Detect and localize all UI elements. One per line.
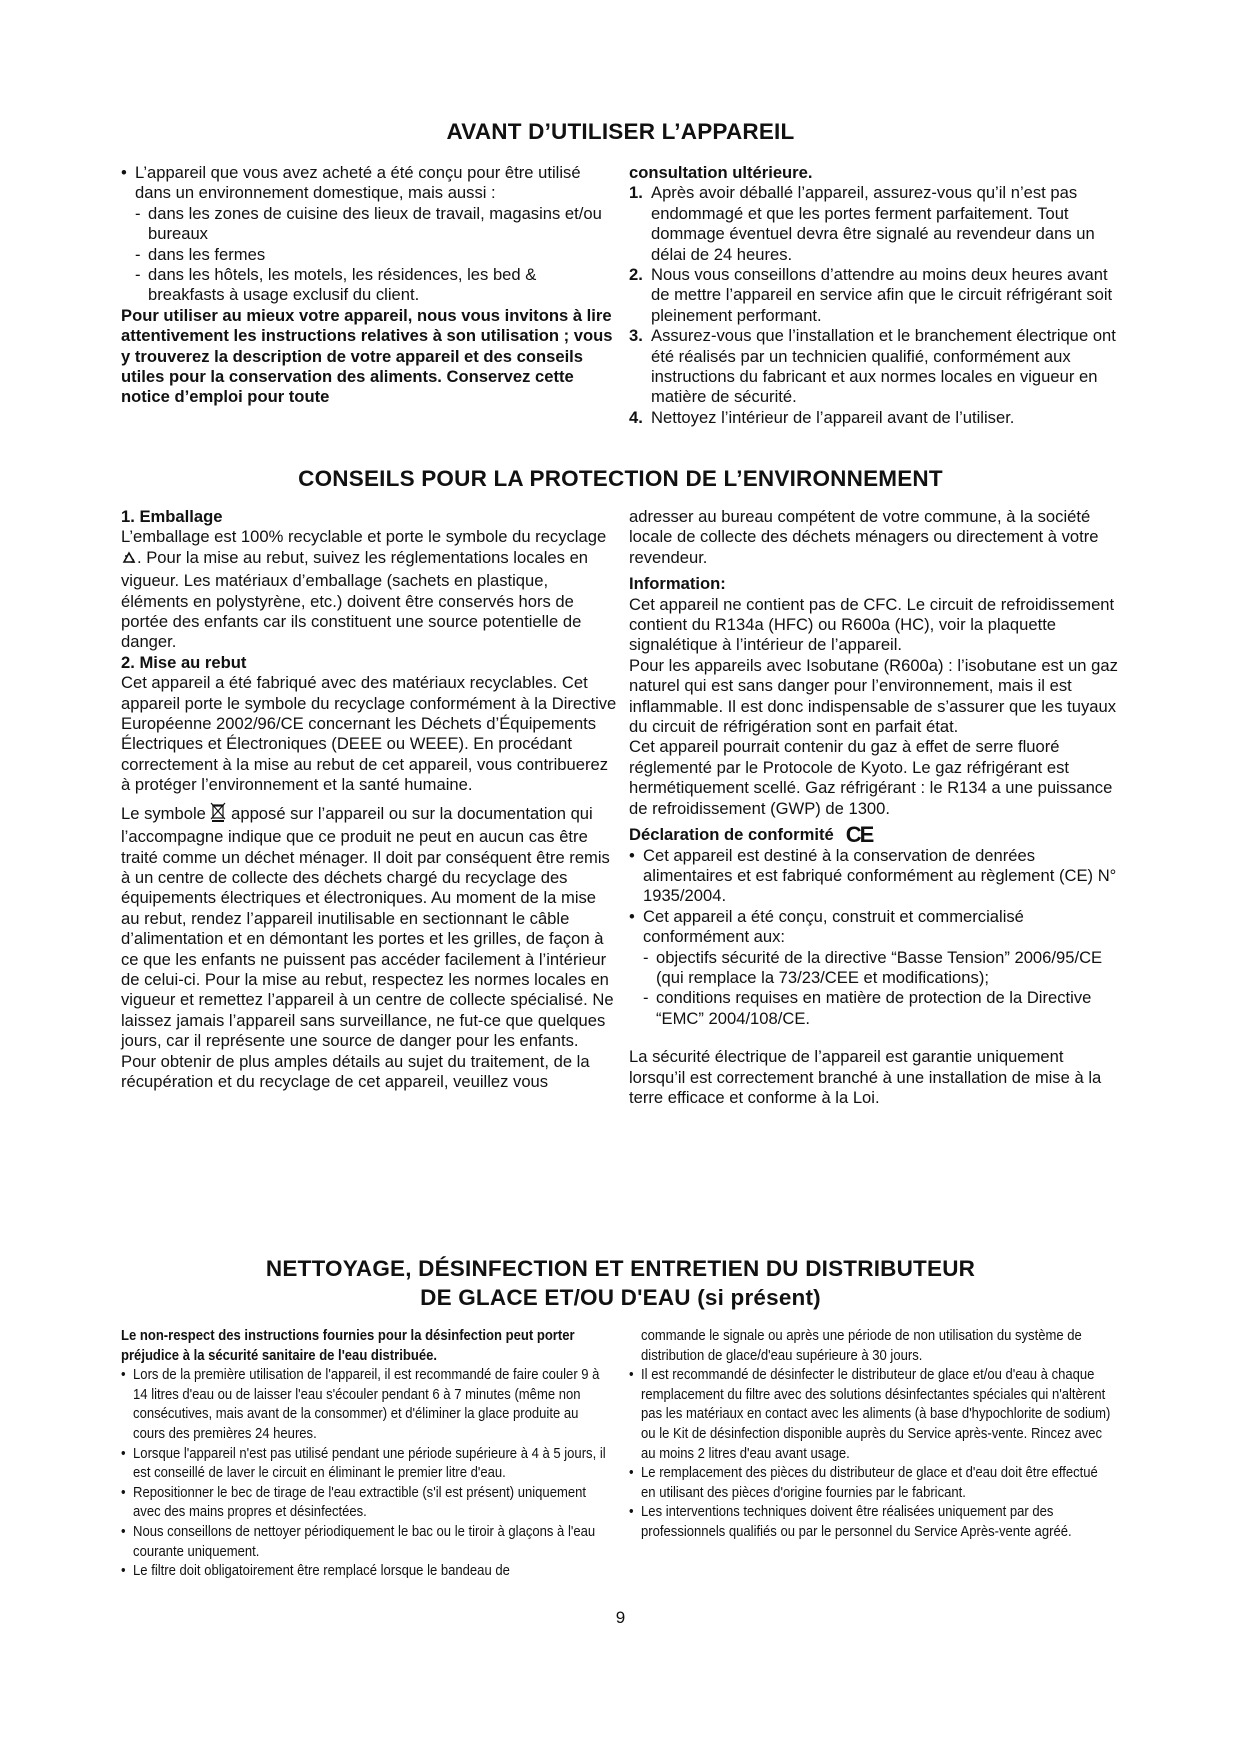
paragraph: L’emballage est 100% recyclable et porte le symbole du recyclage . Pour la mise au rebut, suivez les réglementations locales en vigueur. Les matériaux d’emballage (sachets en plastique, éléments en polystyrène, etc.) doivent être conservés hors de portée des enfants car ils constituent une source potentielle de danger. bbox=[121, 527, 607, 652]
section2-left-column bbox=[121, 507, 618, 1092]
list-item: - objectifs sécurité de la directive “Basse Tension” 2006/95/CE (qui remplace la 73/23/CEE et modifications); bbox=[643, 947, 1103, 987]
paragraph: La sécurité électrique de l’appareil est garantie uniquement lorsqu’il est correctement branché à une installation de mise à la terre efficace et conforme à la Loi. bbox=[629, 1047, 1102, 1107]
numbered-item: 4. Nettoyez l’intérieur de l’appareil avant de l’utiliser. bbox=[629, 407, 1015, 427]
section1-right-column bbox=[629, 163, 1119, 428]
list-item: • Nous conseillons de nettoyer périodiquement le bac ou le tiroir à glaçons à l'eau courante uniquement. bbox=[121, 1522, 596, 1560]
paragraph: Le symbole apposé sur l’appareil ou sur la documentation qui l’accompagne indique que ce produit ne peut en aucun cas être traité comme un déchet ménager. Il doit par conséquent être remis à un centre de collecte des déchets chargé du recyclage des équipements électriques et électroniques. Au moment de la mise au rebut, rendez l’appareil inutilisable en sectionnant le câble d’alimentation et en démontant les portes et les grilles, de façon à ce que les enfants ne puissent pas accéder facilement à l’intérieur de celui-ci. Pour la mise au rebut, respectez les normes locales en vigueur et remettez l’appareil à un centre de collecte spécialisé. Ne laissez jamais l’appareil sans surveillance, ne fut-ce que quelques jours, car il représente une source de danger pour les enfants. Pour obtenir de plus amples détails au sujet du traitement, de la récupération et du recyclage de cet appareil, veuillez vous bbox=[121, 803, 614, 1091]
list-item: - dans les hôtels, les motels, les résidences, les bed & breakfasts à usage exclusif du client. bbox=[135, 265, 537, 305]
section3-left-column bbox=[121, 1326, 607, 1581]
section-title-nettoyage-line2: DE GLACE ET/OU D'EAU (si présent) bbox=[420, 1285, 821, 1310]
numbered-item: 1. Après avoir déballé l’appareil, assurez-vous qu’il n’est pas endommagé et que les portes ferment parfaitement. Tout dommage éventuel devra être signalé au revendeur dans un délai de 24 heures. bbox=[629, 183, 1095, 264]
warning-bold-text: Le non-respect des instructions fournies pour la désinfection peut porter préjudice à la sécurité sanitaire de l'eau distribuée. bbox=[121, 1327, 575, 1364]
subheading-mise-au-rebut: 2. Mise au rebut bbox=[121, 652, 247, 672]
list-item: • Les interventions techniques doivent être réalisées uniquement par des professionnels qualifiés ou par le personnel du Service Après-vente agréé. bbox=[629, 1503, 1072, 1540]
numbered-item: 2. Nous vous conseillons d’attendre au moins deux heures avant de mettre l’appareil en service afin que le circuit réfrigérant soit pleinement performant. bbox=[629, 265, 1113, 325]
subheading-declaration: Déclaration de conformité CE bbox=[629, 822, 873, 848]
section-title-environnement: CONSEILS POUR LA PROTECTION DE L’ENVIRONNEMENT bbox=[298, 466, 943, 491]
section-title-avant: AVANT D’UTILISER L’APPAREIL bbox=[446, 119, 795, 144]
list-item: • Lorsque l'appareil n'est pas utilisé pendant une période supérieure à 4 à 5 jours, il est conseillé de laver le circuit en éliminant le premier litre d'eau. bbox=[121, 1444, 606, 1482]
recycling-icon bbox=[121, 550, 137, 571]
list-item: - conditions requises en matière de protection de la Directive “EMC” 2004/108/CE. bbox=[643, 988, 1092, 1028]
ce-mark-icon: CE bbox=[845, 822, 873, 848]
subheading-emballage: 1. Emballage bbox=[121, 507, 223, 526]
section2-right-column bbox=[629, 507, 1121, 1108]
section1-left-column bbox=[121, 163, 616, 408]
intro-bold-text: Pour utiliser au mieux votre appareil, nous vous invitons à lire attentivement les instructions relatives à son utilisation ; vous y trouverez la description de votre appareil et des conseils utiles pour la conservation des aliments. Conservez cette notice d’emploi pour toute bbox=[121, 305, 613, 407]
bold-continuation: consultation ultérieure. bbox=[629, 163, 813, 182]
paragraph: adresser au bureau compétent de votre commune, à la société locale de collecte des déchets ménagers ou directement à votre revendeur. bbox=[629, 507, 1099, 567]
paragraph: Cet appareil pourrait contenir du gaz à effet de serre fluoré réglementé par le Protocole de Kyoto. Le gaz réfrigérant est hermétiquement scellé. Gaz réfrigérant : le R134 a une puissance de refroidissement (GWP) de 1300. bbox=[629, 737, 1113, 818]
list-item: • Lors de la première utilisation de l'appareil, il est recommandé de faire couler 9 à 14 litres d'eau ou de laisser l'eau s'écouler pendant 6 à 7 minutes (même non consécutives, mais avant de la consommer) et d'éliminer la glace produite au cours des premières 24 heures. bbox=[121, 1366, 600, 1442]
paragraph: Cet appareil ne contient pas de CFC. Le circuit de refroidissement contient du R134a (HFC) ou R600a (HC), voir la plaquette signalétique à l’intérieur de l’appareil. bbox=[629, 594, 1115, 655]
list-item: - dans les fermes bbox=[135, 244, 266, 264]
list-item: • Cet appareil a été conçu, construit et commercialisé conformément aux: bbox=[629, 906, 1024, 947]
paragraph: commande le signale ou après une période de non utilisation du système de distribution de glace/d'eau supérieure à 30 jours. bbox=[641, 1327, 1082, 1364]
list-item: - dans les zones de cuisine des lieux de travail, magasins et/ou bureaux bbox=[135, 203, 602, 244]
list-item: • Le remplacement des pièces du distributeur de glace et d'eau doit être effectué en utilisant des pièces d'origine fournies par le fabricant. bbox=[629, 1464, 1098, 1501]
list-item: • L’appareil que vous avez acheté a été conçu pour être utilisé dans un environnement domestique, mais aussi : bbox=[121, 163, 581, 203]
crossed-bin-icon bbox=[210, 802, 226, 827]
subheading-information: Information: bbox=[629, 574, 726, 594]
list-item: • Repositionner le bec de tirage de l'eau extractible (s'il est présent) uniquement avec des mains propres et désinfectées. bbox=[121, 1483, 587, 1521]
list-item: • Il est recommandé de désinfecter le distributeur de glace et/ou d'eau à chaque remplacement du filtre avec des solutions désinfectantes spéciales qui n'altèrent pas les matériaux en contact avec les aliments (à base d'hypochlorite de sodium) ou le Kit de désinfection disponible auprès du Service après-vente. Rincez avec au moins 2 litres d'eau avant usage. bbox=[629, 1366, 1111, 1462]
list-item: • Cet appareil est destiné à la conservation de denrées alimentaires et est fabriqué conformément au règlement (CE) N° 1935/2004. bbox=[629, 845, 1117, 906]
list-item: • Le filtre doit obligatoirement être remplacé lorsque le bandeau de bbox=[121, 1562, 510, 1580]
section3-right-column bbox=[629, 1326, 1112, 1542]
numbered-item: 3. Assurez-vous que l’installation et le branchement électrique ont été réalisés par un technicien qualifié, conformément aux instructions du fabricant et aux normes locales en vigueur en matière de sécurité. bbox=[629, 326, 1116, 407]
paragraph: Pour les appareils avec Isobutane (R600a) : l’isobutane est un gaz naturel qui est sans danger pour l’environnement, mais il est inflammable. Il est donc indispensable de s’assurer que les tuyaux du circuit de réfrigération sont en parfait état. bbox=[629, 655, 1118, 737]
page-number: 9 bbox=[615, 1608, 626, 1627]
paragraph: Cet appareil a été fabriqué avec des matériaux recyclables. Cet appareil porte le symbole du recyclage conformément à la Directive Européenne 2002/96/CE concernant les Déchets d’Équipements Électriques et Électroniques (DEEE ou WEEE). En procédant correctement à la mise au rebut de cet appareil, vous contribuerez à protéger l’environnement et la santé humaine. bbox=[121, 673, 617, 795]
section-title-nettoyage-line1: NETTOYAGE, DÉSINFECTION ET ENTRETIEN DU DISTRIBUTEUR bbox=[265, 1256, 976, 1281]
